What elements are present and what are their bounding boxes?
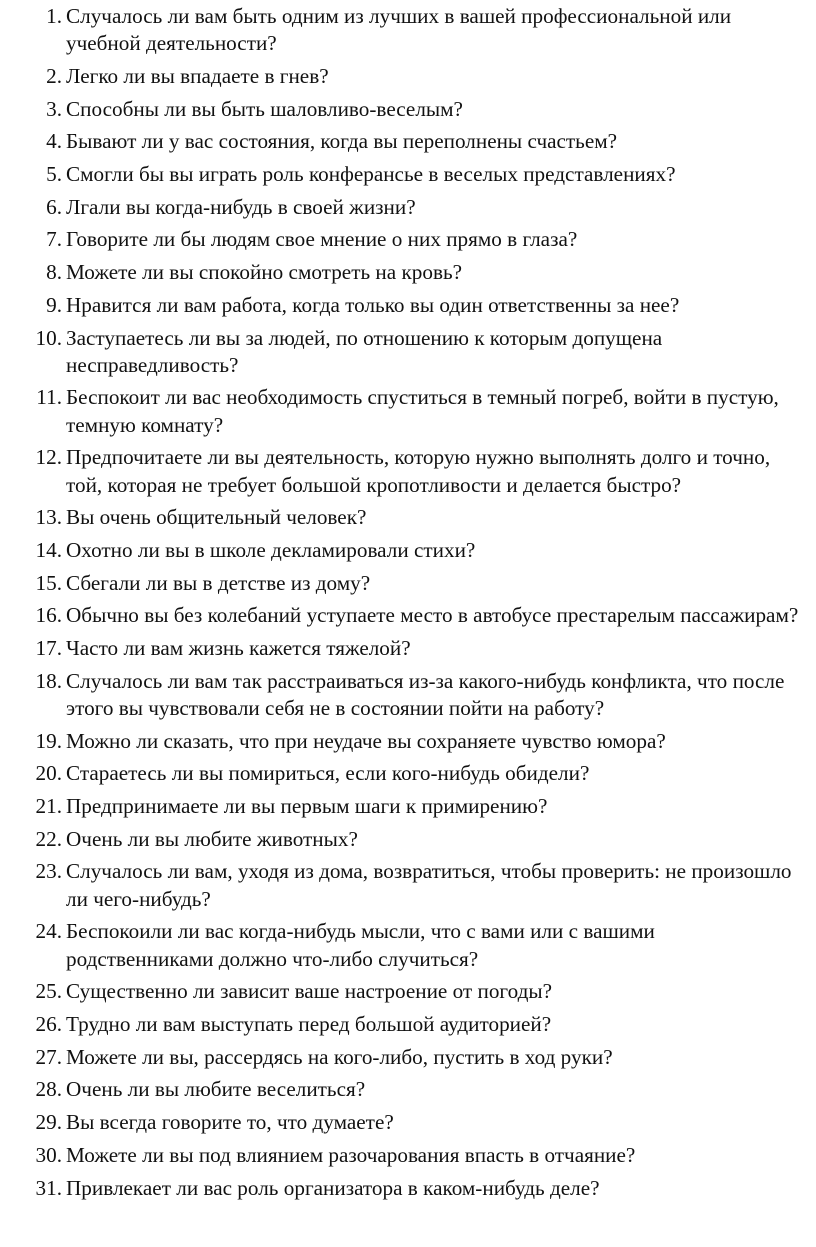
question-number: 30. [35, 1142, 62, 1167]
question-text: Очень ли вы любите животных? [66, 826, 358, 851]
question-number: 3. [46, 96, 62, 121]
question-list [22, 0, 800, 1202]
list-item [22, 918, 800, 972]
question-number: 22. [35, 826, 62, 851]
question-text: Привлекает ли вас роль организатора в каком-нибудь деле? [66, 1175, 600, 1200]
list-item [22, 728, 800, 755]
question-number: 27. [35, 1044, 62, 1069]
question-number: 14. [35, 537, 62, 562]
question-number: 6. [46, 194, 62, 219]
question-number: 31. [35, 1175, 62, 1200]
question-number: 10. [35, 325, 62, 350]
question-text: Можете ли вы под влиянием разочарования впасть в отчаяние? [66, 1142, 636, 1167]
question-text: Трудно ли вам выступать перед большой аудиторией? [66, 1012, 552, 1036]
list-item [22, 602, 800, 629]
list-item [22, 668, 800, 722]
list-item [22, 1011, 800, 1038]
question-text: Случалось ли вам так расстраиваться из-за какого-нибудь конфликта, что после этого вы чувствовали себя не в состоянии пойти на работу? [66, 668, 785, 720]
list-item [22, 128, 800, 155]
question-text: Сбегали ли вы в детстве из дому? [66, 570, 371, 595]
question-number: 23. [35, 859, 62, 884]
list-item [22, 537, 800, 564]
question-number: 21. [35, 794, 62, 819]
list-item [22, 226, 800, 253]
question-text: Охотно ли вы в школе декламировали стихи? [66, 537, 476, 562]
question-text: Обычно вы без колебаний уступаете место в автобусе престарелым пассажирам? [66, 603, 799, 628]
list-item [22, 259, 800, 286]
question-text: Случалось ли вам, уходя из дома, возвратиться, чтобы проверить: не произошло ли чего-нибудь? [66, 859, 792, 911]
list-item [22, 760, 800, 787]
list-item [22, 292, 800, 319]
list-item [22, 1076, 800, 1103]
list-item [22, 384, 800, 438]
question-number: 16. [35, 603, 62, 628]
question-text: Способны ли вы быть шаловливо-веселым? [66, 96, 463, 121]
list-item [22, 570, 800, 597]
list-item [22, 1142, 800, 1169]
question-text: Лгали вы когда-нибудь в своей жизни? [66, 194, 416, 219]
list-item [22, 635, 800, 662]
question-text: Бывают ли у вас состояния, когда вы переполнены счастьем? [66, 129, 618, 154]
question-text: Легко ли вы впадаете в гнев? [66, 63, 329, 88]
list-item [22, 194, 800, 221]
question-number: 15. [35, 570, 62, 595]
question-text: Существенно ли зависит ваше настроение от погоды? [66, 979, 552, 1004]
question-text: Можете ли вы, рассердясь на кого-либо, пустить в ход руки? [66, 1044, 613, 1069]
list-item [22, 444, 800, 498]
list-item [22, 63, 800, 90]
question-text: Заступаетесь ли вы за людей, по отношению к которым допущена несправедливость? [66, 325, 663, 377]
question-number: 9. [46, 292, 62, 317]
question-number: 20. [35, 761, 62, 786]
question-text: Предпринимаете ли вы первым шаги к примирению? [66, 794, 548, 819]
question-text: Предпочитаете ли вы деятельность, которую нужно выполнять долго и точно, той, которая не требует большой кропотливости и делается быстро? [66, 445, 771, 497]
list-item [22, 1109, 800, 1136]
question-number: 19. [35, 728, 62, 753]
question-text: Можете ли вы спокойно смотреть на кровь? [66, 260, 463, 285]
question-number: 26. [35, 1012, 62, 1036]
question-number: 25. [35, 979, 62, 1004]
question-text: Вы всегда говорите то, что думаете? [66, 1110, 394, 1135]
question-text: Часто ли вам жизнь кажется тяжелой? [66, 636, 411, 661]
list-item [22, 793, 800, 820]
list-item [22, 826, 800, 853]
question-number: 29. [35, 1110, 62, 1135]
list-item [22, 325, 800, 379]
question-number: 28. [35, 1077, 62, 1102]
question-number: 18. [35, 668, 62, 693]
question-number: 1. [46, 4, 62, 28]
question-number: 13. [35, 505, 62, 530]
question-text: Случалось ли вам быть одним из лучших в вашей профессиональной или учебной деятельности? [66, 4, 732, 56]
question-number: 5. [46, 162, 62, 187]
question-number: 11. [36, 385, 62, 410]
list-item [22, 1044, 800, 1071]
question-number: 7. [46, 227, 62, 252]
question-number: 24. [35, 919, 62, 944]
list-item [22, 858, 800, 912]
question-number: 12. [35, 445, 62, 470]
question-text: Беспокоит ли вас необходимость спуститься в темный погреб, войти в пустую, темную комнату? [66, 385, 779, 437]
list-item [22, 161, 800, 188]
question-text: Нравится ли вам работа, когда только вы один ответственны за нее? [66, 292, 680, 317]
list-item [22, 96, 800, 123]
question-text: Вы очень общительный человек? [66, 505, 367, 530]
list-item [22, 504, 800, 531]
list-item [22, 3, 800, 57]
list-item [22, 1175, 800, 1202]
question-text: Смогли бы вы играть роль конферансье в веселых представлениях? [66, 162, 676, 187]
question-text: Говорите ли бы людям свое мнение о них прямо в глаза? [66, 227, 578, 252]
question-number: 4. [46, 129, 62, 154]
question-text: Стараетесь ли вы помириться, если кого-нибудь обидели? [66, 761, 590, 786]
list-item [22, 978, 800, 1005]
question-number: 2. [46, 63, 62, 88]
question-text: Очень ли вы любите веселиться? [66, 1077, 366, 1102]
question-text: Можно ли сказать, что при неудаче вы сохраняете чувство юмора? [66, 728, 666, 753]
question-number: 17. [35, 636, 62, 661]
question-number: 8. [46, 260, 62, 285]
question-text: Беспокоили ли вас когда-нибудь мысли, что с вами или с вашими родственниками должно что-либо случиться? [66, 919, 655, 971]
